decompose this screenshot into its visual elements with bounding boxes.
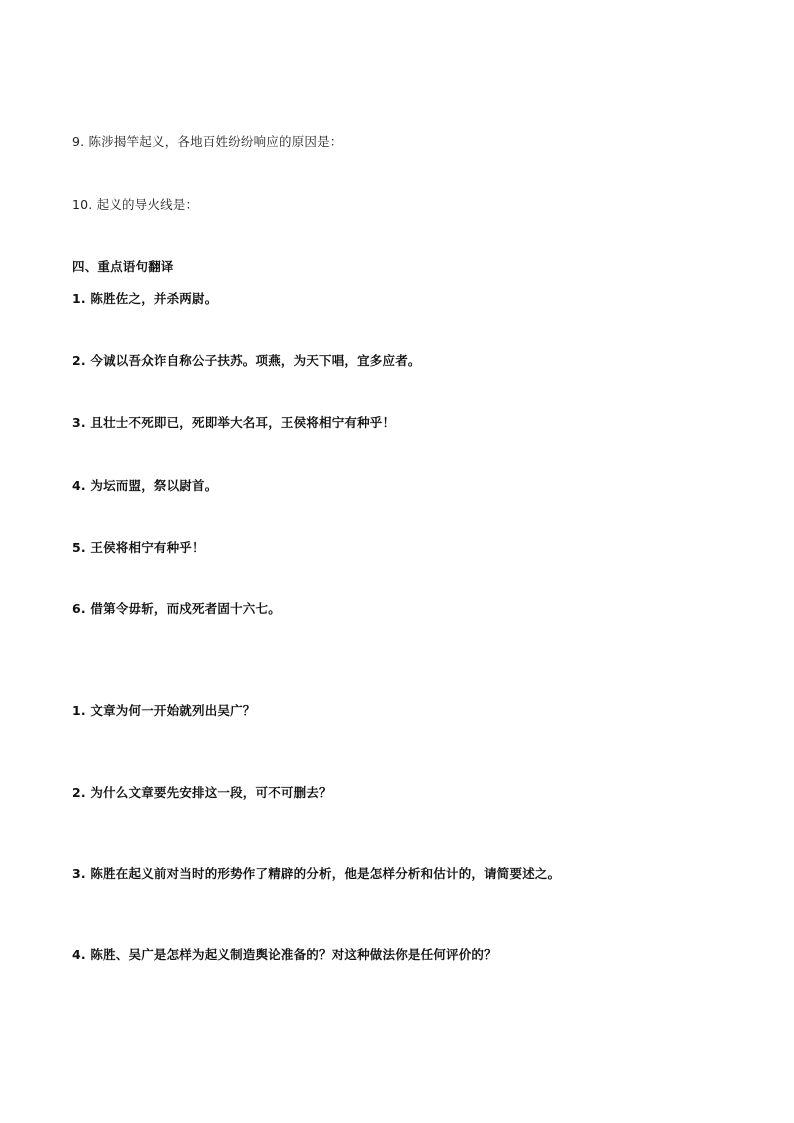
question-9: 9. 陈涉揭竿起义，各地百姓纷纷响应的原因是：: [72, 134, 343, 149]
translation-item-3: 3. 且壮士不死即已，死即举大名耳，王侯将相宁有种乎！: [72, 415, 396, 430]
translation-item-5: 5. 王侯将相宁有种乎！: [72, 540, 205, 555]
translation-item-4: 4. 为坛而盟，祭以尉首。: [72, 478, 218, 493]
section-heading-translation: 四、重点语句翻译: [72, 259, 174, 274]
analysis-question-4: 4. 陈胜、吴广是怎样为起义制造舆论准备的？对这种做法你是任何评价的？: [72, 947, 497, 962]
analysis-question-1: 1. 文章为何一开始就列出吴广？: [72, 703, 256, 718]
question-10: 10. 起义的导火线是：: [72, 197, 199, 212]
translation-item-2: 2. 今诚以吾众诈自称公子扶苏。项燕，为天下唱，宜多应者。: [72, 353, 421, 368]
analysis-question-3: 3. 陈胜在起义前对当时的形势作了精辟的分析，他是怎样分析和估计的，请简要述之。: [72, 866, 561, 881]
translation-item-1: 1. 陈胜佐之，并杀两尉。: [72, 291, 218, 306]
translation-item-6: 6. 借第令毋斩，而戍死者固十六七。: [72, 601, 281, 616]
analysis-question-2: 2. 为什么文章要先安排这一段，可不可删去？: [72, 785, 332, 800]
